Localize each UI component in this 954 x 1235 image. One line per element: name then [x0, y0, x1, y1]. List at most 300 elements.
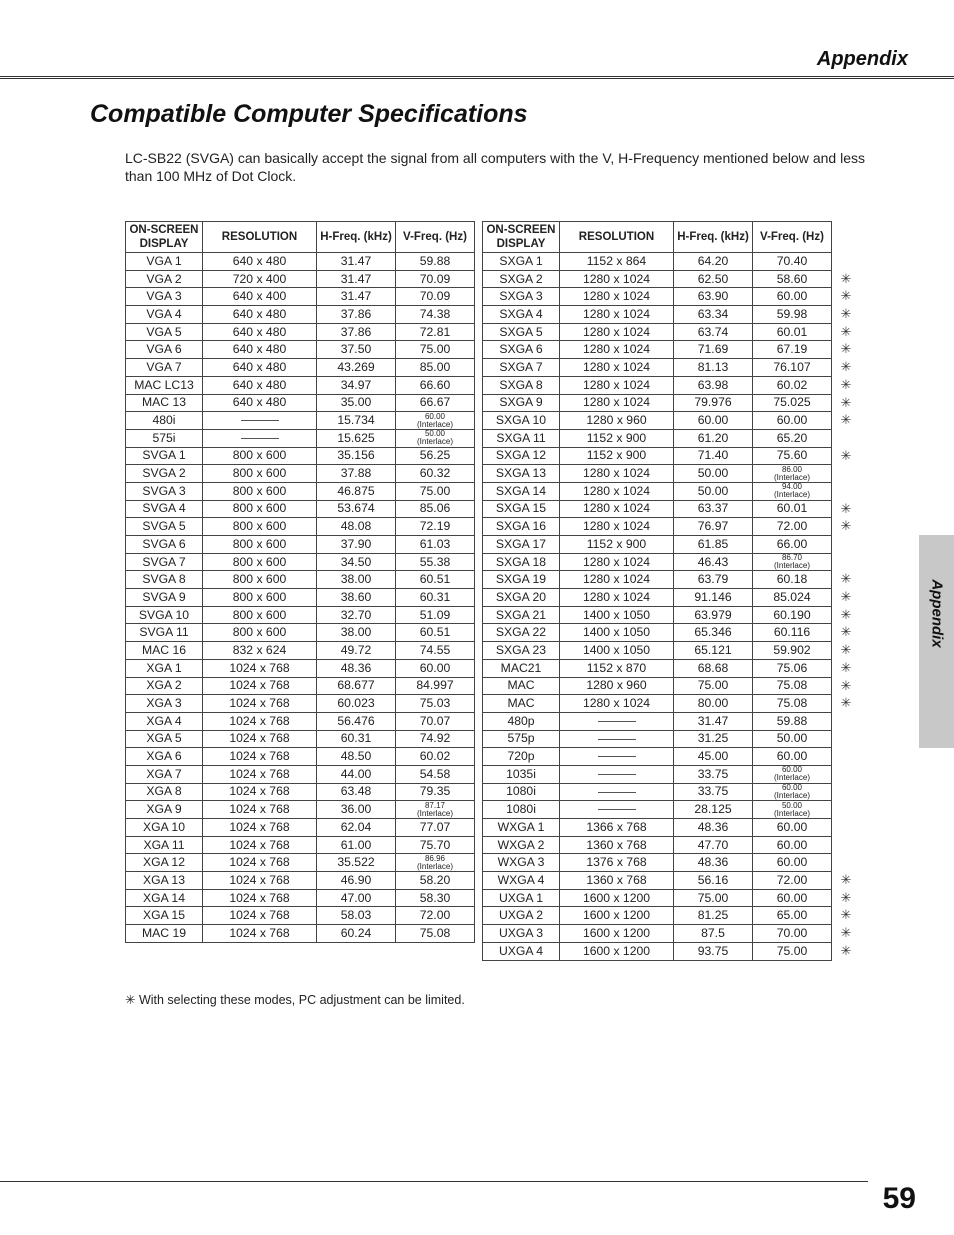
- cell-vfreq: 60.116: [753, 624, 832, 642]
- cell-display: VGA 4: [126, 306, 203, 324]
- interlace-value: 60.00: [781, 782, 803, 792]
- cell-hfreq: 75.00: [674, 889, 753, 907]
- header-resolution: RESOLUTION: [203, 222, 317, 253]
- cell-resolution: 1280 x 1024: [560, 571, 674, 589]
- cell-vfreq: 72.19: [396, 518, 475, 536]
- cell-vfreq: 51.09: [396, 606, 475, 624]
- table-row: [483, 695, 832, 713]
- cell-display: VGA 3: [126, 288, 203, 306]
- cell-vfreq: [396, 854, 475, 872]
- asterisk-column: [839, 252, 853, 960]
- cell-hfreq: 60.24: [317, 925, 396, 943]
- dash-line: [598, 721, 636, 722]
- table-row: [483, 518, 832, 536]
- header-hfreq: H-Freq. (kHz): [674, 222, 753, 253]
- cell-vfreq: 74.55: [396, 642, 475, 660]
- table-row: [483, 765, 832, 783]
- table-row: [483, 606, 832, 624]
- table-row: [126, 642, 475, 660]
- table-row: [126, 465, 475, 483]
- cell-display: MAC 19: [126, 925, 203, 943]
- cell-resolution: 1152 x 900: [560, 447, 674, 465]
- cell-vfreq: 72.00: [396, 907, 475, 925]
- table-row: [483, 288, 832, 306]
- intro-paragraph: LC-SB22 (SVGA) can basically accept the signal from all computers with the V, H-Frequency mentioned below and less than 100 MHz of Dot Clock.: [125, 150, 865, 184]
- cell-vfreq: 59.88: [753, 712, 832, 730]
- cell-hfreq: 47.70: [674, 836, 753, 854]
- dash-line: [598, 774, 636, 775]
- cell-display: SXGA 10: [483, 412, 560, 430]
- cell-hfreq: 37.86: [317, 306, 396, 324]
- cell-display: MAC 16: [126, 642, 203, 660]
- cell-resolution: 1360 x 768: [560, 872, 674, 890]
- interlace-label: (Interlace): [416, 808, 453, 818]
- cell-vfreq: 60.01: [753, 323, 832, 341]
- cell-hfreq: 60.023: [317, 695, 396, 713]
- cell-resolution: 1024 x 768: [203, 872, 317, 890]
- asterisk-mark: ✳: [840, 500, 852, 516]
- cell-display: 575p: [483, 730, 560, 748]
- asterisk-mark: [839, 482, 853, 500]
- cell-resolution: [560, 765, 674, 783]
- cell-display: 1080i: [483, 783, 560, 801]
- cell-vfreq: 60.51: [396, 624, 475, 642]
- cell-vfreq: 70.00: [753, 925, 832, 943]
- table-row: [126, 288, 475, 306]
- cell-display: XGA 8: [126, 783, 203, 801]
- asterisk-mark: [839, 252, 853, 270]
- cell-resolution: 800 x 600: [203, 624, 317, 642]
- cell-resolution: 1152 x 900: [560, 429, 674, 447]
- cell-display: SVGA 10: [126, 606, 203, 624]
- cell-hfreq: 61.85: [674, 536, 753, 554]
- footer-rule: [0, 1181, 868, 1182]
- table-row: [126, 907, 475, 925]
- table-row: [483, 942, 832, 960]
- cell-resolution: 640 x 480: [203, 394, 317, 412]
- page-number: 59: [882, 1182, 916, 1215]
- cell-resolution: 1280 x 1024: [560, 341, 674, 359]
- cell-display: WXGA 1: [483, 819, 560, 837]
- cell-vfreq: 58.30: [396, 889, 475, 907]
- cell-vfreq: 60.00: [753, 854, 832, 872]
- table-row: [126, 606, 475, 624]
- cell-display: SVGA 5: [126, 518, 203, 536]
- table-row: [483, 341, 832, 359]
- table-row: [483, 730, 832, 748]
- cell-display: SXGA 17: [483, 536, 560, 554]
- cell-hfreq: 48.50: [317, 748, 396, 766]
- cell-resolution: 1024 x 768: [203, 889, 317, 907]
- table-row: [483, 553, 832, 571]
- cell-vfreq: 70.09: [396, 288, 475, 306]
- cell-resolution: 1152 x 900: [560, 536, 674, 554]
- asterisk-mark: ✳: [840, 624, 852, 640]
- cell-hfreq: 65.346: [674, 624, 753, 642]
- asterisk-mark: ✳: [840, 288, 852, 304]
- cell-hfreq: 63.37: [674, 500, 753, 518]
- table-row: [126, 447, 475, 465]
- cell-vfreq: 60.00: [753, 412, 832, 430]
- table-row: [126, 270, 475, 288]
- cell-hfreq: 36.00: [317, 801, 396, 819]
- cell-hfreq: 62.50: [674, 270, 753, 288]
- interlace-label: (Interlace): [416, 419, 453, 429]
- interlace-value: 86.00: [781, 464, 803, 474]
- header-rule: [0, 76, 954, 79]
- header-display: ON-SCREEN DISPLAY: [483, 222, 560, 253]
- asterisk-mark: ✳: [840, 359, 852, 375]
- cell-display: SXGA 8: [483, 376, 560, 394]
- cell-resolution: 1280 x 1024: [560, 359, 674, 377]
- table-row: [126, 341, 475, 359]
- asterisk-mark: [839, 783, 853, 801]
- cell-resolution: 800 x 600: [203, 518, 317, 536]
- cell-vfreq: 85.06: [396, 500, 475, 518]
- cell-display: SXGA 7: [483, 359, 560, 377]
- cell-hfreq: 48.36: [674, 819, 753, 837]
- table-row: [126, 536, 475, 554]
- section-header: Appendix: [816, 48, 908, 70]
- cell-vfreq: 66.67: [396, 394, 475, 412]
- interlace-value: 50.00: [424, 429, 446, 439]
- cell-display: 720p: [483, 748, 560, 766]
- table-row: [126, 571, 475, 589]
- cell-vfreq: 60.02: [753, 376, 832, 394]
- cell-display: 575i: [126, 429, 203, 447]
- cell-hfreq: 91.146: [674, 589, 753, 607]
- asterisk-mark: ✳: [840, 589, 852, 605]
- table-row: [483, 465, 832, 483]
- cell-hfreq: 47.00: [317, 889, 396, 907]
- cell-resolution: [560, 783, 674, 801]
- table-header-row: [483, 222, 832, 253]
- cell-vfreq: 60.00: [753, 748, 832, 766]
- asterisk-mark: ✳: [840, 925, 852, 941]
- cell-hfreq: 48.36: [317, 659, 396, 677]
- cell-vfreq: 75.06: [753, 659, 832, 677]
- cell-display: SXGA 2: [483, 270, 560, 288]
- cell-display: XGA 7: [126, 765, 203, 783]
- cell-vfreq: 59.88: [396, 253, 475, 271]
- table-row: [483, 394, 832, 412]
- asterisk-mark: [839, 535, 853, 553]
- asterisk-mark: [839, 429, 853, 447]
- cell-hfreq: 71.40: [674, 447, 753, 465]
- cell-hfreq: 31.47: [317, 253, 396, 271]
- cell-resolution: 1600 x 1200: [560, 889, 674, 907]
- cell-display: SXGA 12: [483, 447, 560, 465]
- cell-display: UXGA 1: [483, 889, 560, 907]
- cell-display: XGA 5: [126, 730, 203, 748]
- table-row: [483, 677, 832, 695]
- cell-vfreq: 84.997: [396, 677, 475, 695]
- table-row: [126, 889, 475, 907]
- cell-resolution: 640 x 480: [203, 341, 317, 359]
- cell-display: UXGA 2: [483, 907, 560, 925]
- cell-resolution: [560, 730, 674, 748]
- asterisk-mark: ✳: [840, 412, 852, 428]
- cell-hfreq: 81.25: [674, 907, 753, 925]
- cell-vfreq: 60.00: [396, 659, 475, 677]
- cell-hfreq: 63.34: [674, 306, 753, 324]
- cell-vfreq: 72.00: [753, 518, 832, 536]
- cell-hfreq: 68.68: [674, 659, 753, 677]
- cell-resolution: 1280 x 1024: [560, 465, 674, 483]
- cell-display: SXGA 1: [483, 253, 560, 271]
- cell-hfreq: 32.70: [317, 606, 396, 624]
- cell-hfreq: 63.979: [674, 606, 753, 624]
- compatible-specs-table-left: [125, 221, 475, 943]
- cell-display: XGA 1: [126, 659, 203, 677]
- cell-hfreq: 71.69: [674, 341, 753, 359]
- table-row: [126, 695, 475, 713]
- interlace-value: 86.96: [424, 853, 446, 863]
- cell-hfreq: 35.00: [317, 394, 396, 412]
- header-hfreq: H-Freq. (kHz): [317, 222, 396, 253]
- table-row: [126, 376, 475, 394]
- cell-hfreq: 46.875: [317, 482, 396, 500]
- cell-vfreq: 58.20: [396, 872, 475, 890]
- cell-resolution: 640 x 480: [203, 323, 317, 341]
- cell-display: XGA 14: [126, 889, 203, 907]
- cell-hfreq: 31.47: [317, 288, 396, 306]
- cell-vfreq: 75.00: [396, 482, 475, 500]
- cell-hfreq: 46.90: [317, 872, 396, 890]
- cell-display: SVGA 6: [126, 536, 203, 554]
- cell-display: XGA 10: [126, 819, 203, 837]
- asterisk-mark: ✳: [840, 341, 852, 357]
- cell-vfreq: 76.107: [753, 359, 832, 377]
- cell-vfreq: 55.38: [396, 553, 475, 571]
- cell-hfreq: 38.00: [317, 571, 396, 589]
- cell-display: SXGA 6: [483, 341, 560, 359]
- cell-resolution: 800 x 600: [203, 553, 317, 571]
- table-header-row: [126, 222, 475, 253]
- cell-hfreq: 46.43: [674, 553, 753, 571]
- cell-resolution: 800 x 600: [203, 589, 317, 607]
- cell-hfreq: 63.98: [674, 376, 753, 394]
- cell-hfreq: 87.5: [674, 925, 753, 943]
- cell-hfreq: 63.90: [674, 288, 753, 306]
- cell-display: VGA 6: [126, 341, 203, 359]
- cell-display: SVGA 8: [126, 571, 203, 589]
- cell-hfreq: 15.625: [317, 429, 396, 447]
- cell-vfreq: 60.01: [753, 500, 832, 518]
- cell-hfreq: 58.03: [317, 907, 396, 925]
- cell-display: SVGA 11: [126, 624, 203, 642]
- cell-vfreq: 74.92: [396, 730, 475, 748]
- asterisk-mark: ✳: [840, 306, 852, 322]
- footnote: ✳ With selecting these modes, PC adjustment can be limited.: [125, 993, 465, 1007]
- table-row: [483, 659, 832, 677]
- asterisk-mark: ✳: [840, 872, 852, 888]
- cell-hfreq: 76.97: [674, 518, 753, 536]
- cell-display: VGA 7: [126, 359, 203, 377]
- cell-display: WXGA 3: [483, 854, 560, 872]
- cell-resolution: [203, 412, 317, 430]
- cell-hfreq: 35.156: [317, 447, 396, 465]
- cell-vfreq: [396, 412, 475, 430]
- cell-resolution: 640 x 480: [203, 359, 317, 377]
- cell-hfreq: 63.48: [317, 783, 396, 801]
- cell-vfreq: 75.08: [753, 677, 832, 695]
- cell-display: XGA 2: [126, 677, 203, 695]
- cell-resolution: 1024 x 768: [203, 659, 317, 677]
- table-row: [126, 783, 475, 801]
- asterisk-mark: [839, 836, 853, 854]
- cell-vfreq: 60.31: [396, 589, 475, 607]
- interlace-value: 50.00: [781, 800, 803, 810]
- table-row: [483, 819, 832, 837]
- asterisk-mark: [839, 800, 853, 818]
- cell-display: SVGA 3: [126, 482, 203, 500]
- table-row: [483, 500, 832, 518]
- cell-resolution: 1280 x 1024: [560, 500, 674, 518]
- cell-vfreq: 66.60: [396, 376, 475, 394]
- cell-vfreq: 50.00: [753, 730, 832, 748]
- cell-display: XGA 6: [126, 748, 203, 766]
- cell-resolution: 1280 x 1024: [560, 288, 674, 306]
- interlace-label: (Interlace): [416, 437, 453, 447]
- table-row: [126, 394, 475, 412]
- cell-resolution: 1376 x 768: [560, 854, 674, 872]
- cell-hfreq: 35.522: [317, 854, 396, 872]
- cell-hfreq: 80.00: [674, 695, 753, 713]
- cell-display: SXGA 22: [483, 624, 560, 642]
- cell-resolution: 1024 x 768: [203, 783, 317, 801]
- header-display: ON-SCREEN DISPLAY: [126, 222, 203, 253]
- cell-display: XGA 15: [126, 907, 203, 925]
- cell-hfreq: 48.36: [674, 854, 753, 872]
- cell-hfreq: 37.50: [317, 341, 396, 359]
- asterisk-mark: ✳: [840, 889, 852, 905]
- interlace-value: 60.00: [424, 411, 446, 421]
- table-row: [483, 642, 832, 660]
- table-row: [483, 925, 832, 943]
- cell-vfreq: 60.32: [396, 465, 475, 483]
- cell-display: 1035i: [483, 765, 560, 783]
- cell-hfreq: 48.08: [317, 518, 396, 536]
- cell-hfreq: 93.75: [674, 942, 753, 960]
- asterisk-mark: [839, 464, 853, 482]
- table-row: [483, 801, 832, 819]
- cell-vfreq: [753, 765, 832, 783]
- page-title: Compatible Computer Specifications: [90, 100, 528, 128]
- cell-hfreq: 53.674: [317, 500, 396, 518]
- table-row: [126, 819, 475, 837]
- cell-hfreq: 68.677: [317, 677, 396, 695]
- cell-vfreq: 60.18: [753, 571, 832, 589]
- cell-display: MAC: [483, 677, 560, 695]
- cell-hfreq: 37.86: [317, 323, 396, 341]
- table-row: [126, 925, 475, 943]
- table-row: [483, 589, 832, 607]
- cell-vfreq: 75.00: [396, 341, 475, 359]
- cell-display: 1080i: [483, 801, 560, 819]
- table-row: [126, 801, 475, 819]
- cell-vfreq: 54.58: [396, 765, 475, 783]
- table-row: [483, 270, 832, 288]
- cell-display: SXGA 21: [483, 606, 560, 624]
- table-row: [126, 500, 475, 518]
- cell-vfreq: 60.02: [396, 748, 475, 766]
- asterisk-mark: [839, 818, 853, 836]
- cell-hfreq: 31.47: [317, 270, 396, 288]
- cell-hfreq: 49.72: [317, 642, 396, 660]
- cell-vfreq: 85.00: [396, 359, 475, 377]
- cell-hfreq: 63.79: [674, 571, 753, 589]
- table-row: [126, 589, 475, 607]
- table-row: [483, 889, 832, 907]
- cell-resolution: 1024 x 768: [203, 748, 317, 766]
- cell-hfreq: 50.00: [674, 465, 753, 483]
- cell-hfreq: 38.00: [317, 624, 396, 642]
- cell-display: SVGA 2: [126, 465, 203, 483]
- table-row: [126, 765, 475, 783]
- cell-vfreq: 70.09: [396, 270, 475, 288]
- cell-hfreq: 43.269: [317, 359, 396, 377]
- asterisk-mark: ✳: [840, 323, 852, 339]
- cell-vfreq: 60.51: [396, 571, 475, 589]
- table-row: [483, 376, 832, 394]
- table-row: [483, 854, 832, 872]
- interlace-label: (Interlace): [773, 790, 810, 800]
- cell-display: SVGA 7: [126, 553, 203, 571]
- table-row: [483, 872, 832, 890]
- asterisk-mark: [839, 712, 853, 730]
- cell-resolution: 640 x 480: [203, 306, 317, 324]
- cell-resolution: 800 x 600: [203, 465, 317, 483]
- table-row: [483, 536, 832, 554]
- cell-hfreq: 31.47: [674, 712, 753, 730]
- interlace-label: (Interlace): [773, 490, 810, 500]
- table-row: [126, 429, 475, 447]
- cell-resolution: 1400 x 1050: [560, 624, 674, 642]
- cell-vfreq: 85.024: [753, 589, 832, 607]
- cell-display: MAC: [483, 695, 560, 713]
- cell-resolution: 1280 x 1024: [560, 306, 674, 324]
- table-row: [126, 624, 475, 642]
- asterisk-mark: [839, 765, 853, 783]
- asterisk-mark: ✳: [840, 376, 852, 392]
- cell-resolution: 1024 x 768: [203, 819, 317, 837]
- cell-resolution: 640 x 480: [203, 253, 317, 271]
- cell-hfreq: 33.75: [674, 783, 753, 801]
- cell-vfreq: 67.19: [753, 341, 832, 359]
- side-tab-label: Appendix: [928, 579, 945, 648]
- cell-display: XGA 11: [126, 836, 203, 854]
- cell-display: SVGA 9: [126, 589, 203, 607]
- table-row: [126, 748, 475, 766]
- cell-hfreq: 75.00: [674, 677, 753, 695]
- cell-resolution: 1024 x 768: [203, 801, 317, 819]
- table-row: [483, 783, 832, 801]
- interlace-label: (Interlace): [773, 472, 810, 482]
- table-row: [483, 429, 832, 447]
- cell-hfreq: 64.20: [674, 253, 753, 271]
- table-row: [483, 907, 832, 925]
- table-row: [126, 659, 475, 677]
- cell-resolution: 800 x 600: [203, 482, 317, 500]
- cell-display: WXGA 2: [483, 836, 560, 854]
- cell-vfreq: 60.00: [753, 836, 832, 854]
- table-row: [483, 748, 832, 766]
- cell-vfreq: 56.25: [396, 447, 475, 465]
- cell-display: UXGA 3: [483, 925, 560, 943]
- cell-vfreq: 60.00: [753, 288, 832, 306]
- dash-line: [241, 438, 279, 439]
